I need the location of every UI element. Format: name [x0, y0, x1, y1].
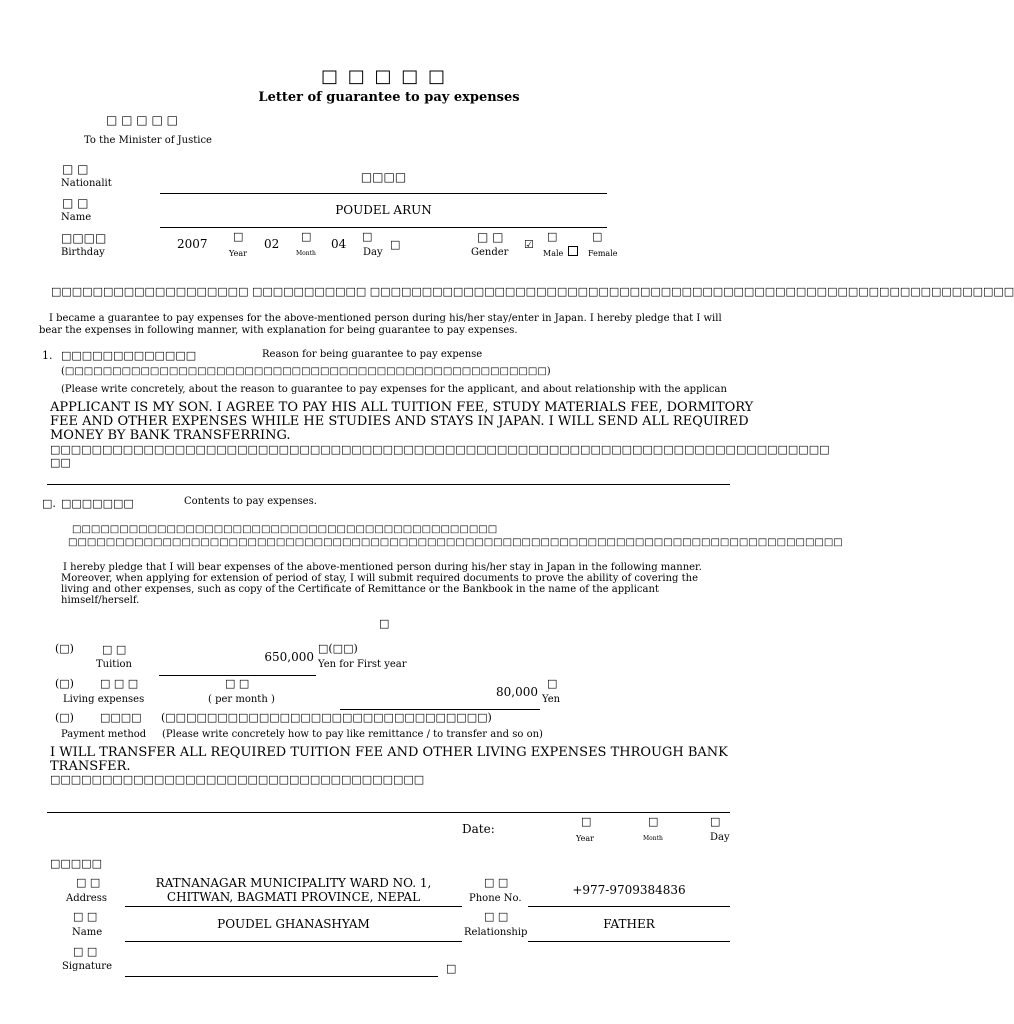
date-month-jp: □: [648, 815, 659, 828]
signature-label-jp: □ □: [73, 945, 98, 958]
section1-number: 1.: [42, 349, 53, 362]
date-year-jp: □: [581, 815, 592, 828]
addressee-en: To the Minister of Justice: [84, 135, 212, 146]
payment-answer-jp[interactable]: □□□□□□□□□□□□□□□□□□□□□□□□□□□□□□□□□□□□: [50, 773, 425, 786]
month-label-jp: □: [301, 230, 312, 243]
payment-label-jp: □□□□: [100, 711, 142, 724]
tuition-underline: [159, 675, 316, 676]
female-checkbox[interactable]: [568, 240, 578, 259]
section2-title-jp: □□□□□□□: [61, 497, 134, 510]
payment-note-jp: (□□□□□□□□□□□□□□□□□□□□□□□□□□□□□□□): [161, 711, 492, 724]
day-suffix-jp: □: [390, 238, 401, 251]
female-label-jp: □: [592, 230, 603, 243]
applicant-name-value[interactable]: POUDEL ARUN: [335, 203, 432, 217]
living-marker: (□): [55, 677, 74, 690]
nationality-value[interactable]: □□□□: [360, 170, 407, 184]
section2-text-en-line3: living and other expenses, such as copy of the Certificate of Remittance or the Bankbook in the name of the applicant: [61, 584, 659, 595]
intro-text-jp: □□□□□□□□□□□□□□□□□□□ □□□□□□□□□□□ □□□□□□□□□□□□□□□□□□□□□□□□□□□□□□□□□□□□□□□□□□□□□□□□□□□□□□□□□□□□□□: [51, 285, 1014, 298]
birthday-label-en: Birthday: [61, 247, 105, 258]
tuition-label-en: Tuition: [96, 659, 132, 670]
month-label-en: Month: [296, 250, 316, 257]
section2-text-en-line2: Moreover, when applying for extension of period of stay, I will submit required documents to prove the ability of covering the: [61, 573, 698, 584]
payment-note-en: (Please write concretely how to pay like remittance / to transfer and so on): [162, 729, 543, 740]
section2-text-en-line4: himself/herself.: [61, 595, 140, 606]
living-unit-jp: □: [547, 677, 558, 690]
reason-answer-line3[interactable]: MONEY BY BANK TRANSFERRING.: [50, 428, 291, 443]
tuition-label-jp: □ □: [102, 643, 127, 656]
tuition-marker: (□): [55, 642, 74, 655]
document-title-jp: □ □ □ □ □: [321, 66, 447, 87]
reason-underline: [47, 484, 730, 485]
guarantor-heading-jp: □□□□□: [50, 857, 102, 870]
document-title-en: Letter of guarantee to pay expenses: [258, 90, 520, 105]
payment-label-en: Payment method: [61, 729, 147, 740]
birth-month-value[interactable]: 02: [264, 237, 280, 251]
section2-text-jp-line1: □□□□□□□□□□□□□□□□□□□□□□□□□□□□□□□□□□□□□□□□□□□□□: [72, 524, 498, 535]
address-value-line1[interactable]: RATNANAGAR MUNICIPALITY WARD NO. 1,: [155, 876, 432, 890]
section2-center-mark: □: [379, 617, 390, 630]
nationality-label-en: Nationalit: [61, 178, 112, 189]
address-value-line2[interactable]: CHITWAN, BAGMATI PROVINCE, NEPAL: [166, 890, 421, 904]
date-month-en: Month: [643, 835, 663, 842]
day-label-jp: □: [362, 230, 373, 243]
intro-text-en-line2: bear the expenses in following manner, with explanation for being guarantee to pay expenses.: [39, 325, 518, 336]
name-underline: [160, 227, 607, 228]
name-label-en: Name: [61, 212, 92, 223]
nationality-label-jp: □ □: [62, 162, 89, 176]
guarantor-name-value[interactable]: POUDEL GHANASHYAM: [217, 917, 370, 931]
section2-text-jp-line2: □□□□□□□□□□□□□□□□□□□□□□□□□□□□□□□□□□□□□□□□□□□□□□□□□□□□□□□□□□□□□□□□□□□□□□□□□□□□□□□□□□: [68, 537, 843, 548]
female-label-en: Female: [588, 249, 618, 258]
gender-label-jp: □ □: [477, 230, 504, 244]
name-label-jp: □ □: [62, 196, 89, 210]
phone-value[interactable]: +977-9709384836: [572, 883, 686, 897]
reason-answer-jp-line1[interactable]: □□□□□□□□□□□□□□□□□□□□□□□□□□□□□□□□□□□□□□□□□□□□□□□□□□□□□□□□□□□□□□□□□□□□□□□□□□□: [50, 443, 830, 456]
address-underline: [125, 906, 462, 907]
signature-line[interactable]: [125, 976, 438, 977]
tuition-amount-value[interactable]: 650,000: [264, 650, 314, 664]
phone-label-jp: □ □: [484, 876, 509, 889]
payment-underline: [47, 812, 730, 813]
date-label: Date:: [462, 822, 495, 836]
section1-title-en: Reason for being guarantee to pay expense: [262, 349, 483, 360]
date-year-en: Year: [576, 834, 594, 843]
seal-mark: □: [446, 962, 457, 975]
birth-year-value[interactable]: 2007: [177, 237, 208, 251]
section1-note-en: (Please write concretely, about the reason to guarantee to pay expenses for the applicant, and about relationship with the applican: [61, 384, 727, 395]
living-label-en: Living expenses: [63, 694, 145, 705]
signature-label-en: Signature: [62, 961, 113, 972]
payment-answer-line2[interactable]: TRANSFER.: [50, 759, 131, 774]
address-label-jp: □ □: [76, 876, 101, 889]
living-underline: [340, 709, 540, 710]
guarantor-name-underline: [125, 941, 462, 942]
reason-answer-jp-line2[interactable]: □□: [50, 456, 71, 469]
birth-day-value[interactable]: 04: [331, 237, 347, 251]
relationship-label-en: Relationship: [464, 927, 528, 938]
relationship-label-jp: □ □: [484, 910, 509, 923]
birthday-label-jp: □□□□: [61, 231, 107, 245]
living-unit-en: Yen: [542, 694, 561, 705]
male-checkbox[interactable]: ☑: [524, 238, 534, 251]
payment-marker: (□): [55, 711, 74, 724]
nationality-underline: [160, 193, 607, 194]
reason-answer-line2[interactable]: FEE AND OTHER EXPENSES WHILE HE STUDIES AND STAYS IN JAPAN. I WILL SEND ALL REQUIRED: [50, 414, 749, 429]
living-label-jp: □ □ □: [100, 677, 139, 690]
addressee-jp: □ □ □ □ □: [106, 113, 178, 127]
living-amount-value[interactable]: 80,000: [496, 685, 538, 699]
intro-text-en-line1: I became a guarantee to pay expenses for the above-mentioned person during his/her stay/enter in Japan. I hereby pledge that I will: [49, 313, 722, 324]
relationship-underline: [528, 941, 730, 942]
section2-title-en: Contents to pay expenses.: [184, 496, 317, 507]
address-label-en: Address: [66, 893, 107, 904]
section2-number: □.: [42, 497, 56, 510]
section1-title-jp: □□□□□□□□□□□□□: [61, 349, 197, 362]
male-label-en: Male: [543, 249, 564, 258]
payment-answer-line1[interactable]: I WILL TRANSFER ALL REQUIRED TUITION FEE AND OTHER LIVING EXPENSES THROUGH BANK: [50, 745, 728, 760]
per-month-en: ( per month ): [208, 694, 275, 705]
per-month-jp: □ □: [225, 677, 250, 690]
guarantor-name-label-en: Name: [72, 927, 103, 938]
reason-answer-line1[interactable]: APPLICANT IS MY SON. I AGREE TO PAY HIS ALL TUITION FEE, STUDY MATERIALS FEE, DORMITORY: [50, 400, 754, 415]
relationship-value[interactable]: FATHER: [603, 917, 655, 931]
year-label-jp: □: [233, 230, 244, 243]
male-label-jp: □: [547, 230, 558, 243]
phone-label-en: Phone No.: [469, 893, 522, 904]
date-day-jp: □: [710, 815, 721, 828]
section1-note-jp: (□□□□□□□□□□□□□□□□□□□□□□□□□□□□□□□□□□□□□□□□□□□□□□□□□□□): [61, 366, 551, 377]
guarantor-name-label-jp: □ □: [73, 910, 98, 923]
day-label-en: Day: [363, 247, 383, 258]
date-day-en: Day: [710, 832, 730, 843]
year-label-en: Year: [229, 249, 247, 258]
phone-underline: [528, 906, 730, 907]
tuition-unit-en: Yen for First year: [318, 659, 407, 670]
tuition-unit-jp: □(□□): [318, 642, 358, 655]
section2-text-en-line1: I hereby pledge that I will bear expenses of the above-mentioned person during his/her stay in Japan in the following manner.: [63, 562, 702, 573]
gender-label-en: Gender: [471, 247, 509, 258]
